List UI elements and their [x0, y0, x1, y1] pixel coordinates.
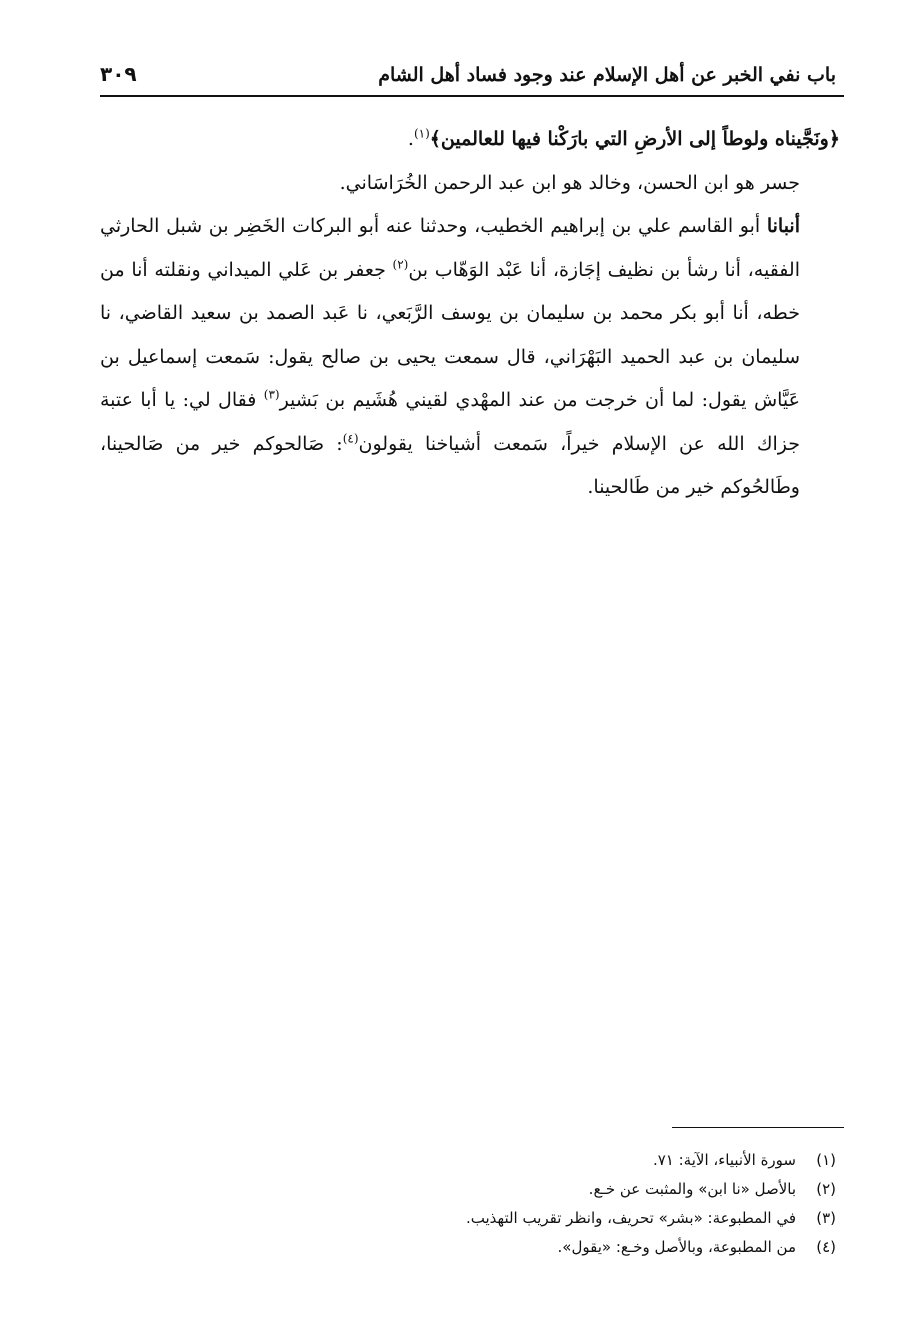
hadith-paragraph	[100, 205, 840, 510]
footnote-item	[100, 1175, 836, 1204]
main-text	[100, 118, 840, 510]
footnote-ref-4: (٤)	[342, 431, 359, 446]
paragraph-text-2: جعفر بن عَلي الميداني ونقلته أنا من خطه، أنا أبو بكر محمد بن سليمان بن يوسف الرَّبَعي، نا عَبد الصمد بن سعيد القاضي، نا سليمان بن عبد الحميد البَهْرَاني، قال سمعت يحيى بن صالح يقول: سَمعت إسماعيل بن عَيَّاش يقول: لما أن خرجت من عند المهْدي لقيني هُشَيم بن بَشير	[100, 258, 800, 411]
footnote-item	[100, 1233, 836, 1262]
footnote-divider	[672, 1127, 844, 1128]
footnotes	[100, 1146, 836, 1262]
header-divider	[100, 95, 844, 97]
footnote-number: (٣)	[816, 1209, 836, 1227]
footnote-item	[100, 1146, 836, 1175]
footnote-text: في المطبوعة: «بشر» تحريف، وانظر تقريب التهذيب.	[465, 1209, 796, 1227]
page-number: ٣٠٩	[100, 62, 137, 86]
footnote-ref-3: (٣)	[263, 387, 280, 402]
footnote-number: (١)	[816, 1151, 836, 1169]
footnote-ref-1: (١)	[413, 126, 430, 141]
paragraph-text-3: فقال لي: يا أبا عتبة جزاك الله عن الإسلام خيراً، سَمعت أشياخنا يقولون	[100, 389, 800, 455]
footnote-number: (٤)	[816, 1238, 836, 1256]
paragraph-lead-word: أنبانا	[766, 215, 800, 237]
footnote-text: سورة الأنبياء، الآية: ٧١.	[652, 1151, 796, 1169]
footnote-item	[100, 1204, 836, 1233]
chapter-title: باب نفي الخبر عن أهل الإسلام عند وجود فساد أهل الشام	[378, 64, 836, 86]
footnote-ref-2: (٢)	[392, 257, 409, 272]
footnote-text: من المطبوعة، وبالأصل وخـع: «يقول».	[557, 1238, 796, 1256]
footnote-text: بالأصل «نا ابن» والمثبت عن خـع.	[588, 1180, 796, 1198]
narrator-note: جسر هو ابن الحسن، وخالد هو ابن عبد الرحمن الخُرَاسَاني.	[339, 171, 800, 194]
quran-verse: ﴿ونَجَّيناه ولوطاً إلى الأرضِ التي بارَكْنا فيها للعالمين﴾	[429, 128, 840, 150]
footnote-number: (٢)	[816, 1180, 836, 1198]
running-header	[100, 56, 836, 96]
paragraph-text-4: : صَالحوكم خير من صَالحينا، وطَالحُوكم خير من طَالحينا.	[100, 432, 800, 498]
paragraph-text-1: أبو القاسم علي بن إبراهيم الخطيب، وحدثنا عنه أبو البركات الخَضِر بن شبل الحارثي الفقيه، أنا رشأ بن نظيف إجَازة، أنا عَبْد الوَهّاب بن	[100, 215, 800, 281]
verse-line: ﴿ونَجَّيناه ولوطاً إلى الأرضِ التي بارَكْنا فيها للعالمين﴾$^{(١)}$.	[407, 126, 840, 150]
